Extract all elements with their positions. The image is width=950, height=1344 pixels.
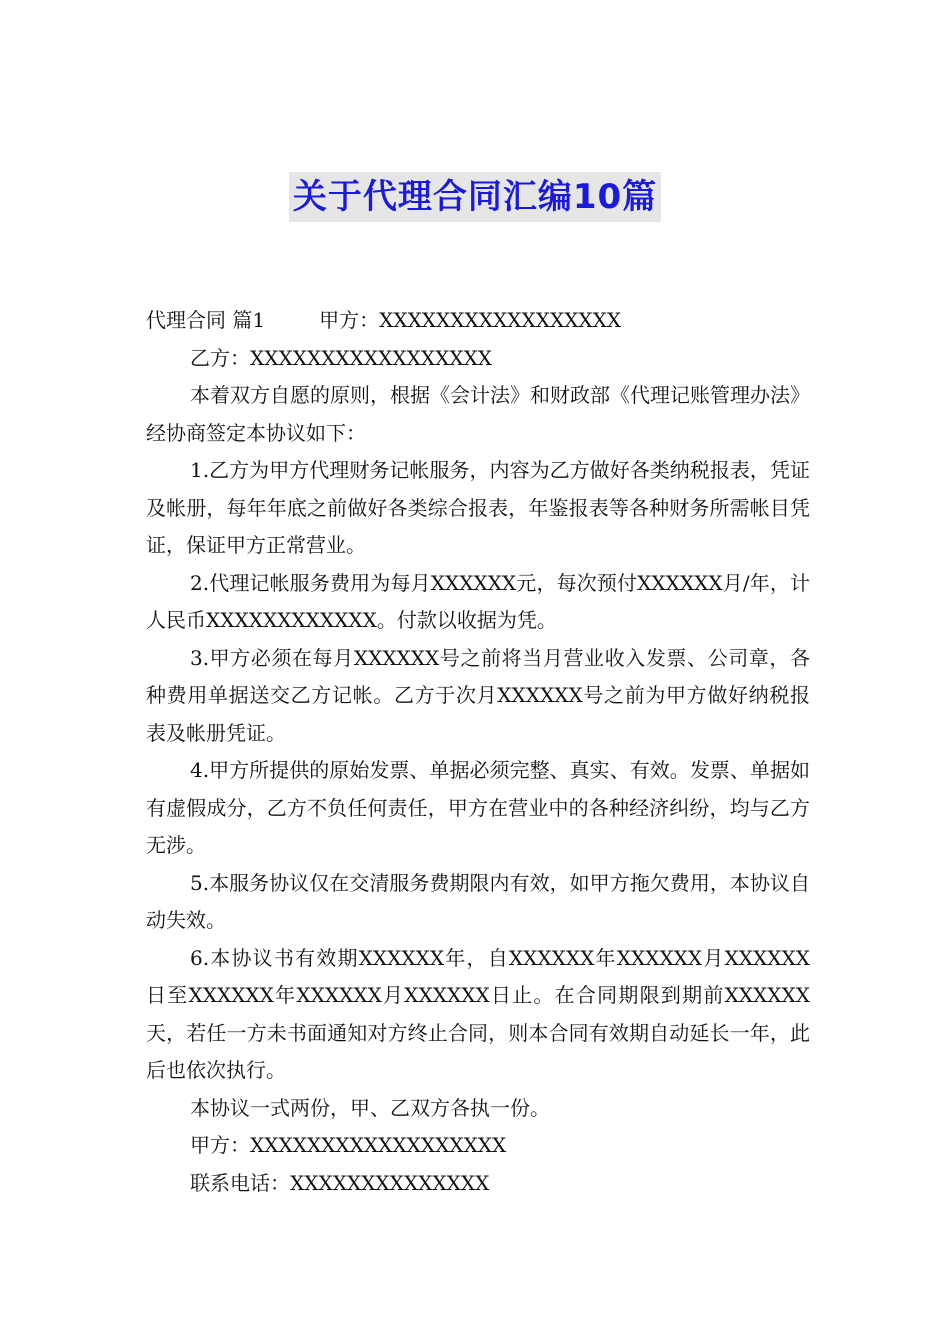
clause-5: 5.本服务协议仅在交清服务费期限内有效，如甲方拖欠费用，本协议自动失效。 [146, 870, 810, 932]
party-a-signature-line: 甲方：XXXXXXXXXXXXXXXXXX [190, 1133, 507, 1157]
document-body [146, 302, 810, 1202]
section-label: 代理合同 篇1 [146, 308, 266, 332]
section-heading-line [146, 302, 810, 340]
title-container [0, 172, 950, 222]
clause-3: 3.甲方必须在每月XXXXXX号之前将当月营业收入发票、公司章，各种费用单据送交乙方记帐。乙方于次月XXXXXX号之前为甲方做好纳税报表及帐册凭证。 [146, 645, 810, 745]
document-title: 关于代理合同汇编10篇 [289, 172, 661, 222]
contact-phone-line: 联系电话：XXXXXXXXXXXXXX [190, 1170, 490, 1195]
clause-6: 6.本协议书有效期XXXXXX年，自XXXXXX年XXXXXX月XXXXXX日至XXXXXX年XXXXXX月XXXXXX日止。在合同期限到期前XXXXXX天，若任一方未书面通知对方终止合同，则本合同有效期自动延长一年，此后也依次执行。 [146, 945, 810, 1082]
clause-4: 4.甲方所提供的原始发票、单据必须完整、真实、有效。发票、单据如有虚假成分，乙方不负任何责任，甲方在营业中的各种经济纠纷，均与乙方无涉。 [146, 758, 810, 857]
intro-paragraph: 本着双方自愿的原则，根据《会计法》和财政部《代理记账管理办法》经协商签定本协议如下： [146, 383, 810, 445]
party-b-line: 乙方：XXXXXXXXXXXXXXXXX [190, 345, 493, 370]
clause-2: 2.代理记帐服务费用为每月XXXXXX元，每次预付XXXXXX月/年，计人民币XXXXXXXXXXXX。付款以收据为凭。 [146, 570, 810, 632]
copies-statement: 本协议一式两份，甲、乙双方各执一份。 [190, 1095, 550, 1120]
clause-1: 1.乙方为甲方代理财务记帐服务，内容为乙方做好各类纳税报表，凭证及帐册，每年年底之前做好各类综合报表，年鉴报表等各种财务所需帐目凭证，保证甲方正常营业。 [146, 458, 810, 557]
party-a-heading: 甲方：XXXXXXXXXXXXXXXXX [319, 308, 622, 332]
